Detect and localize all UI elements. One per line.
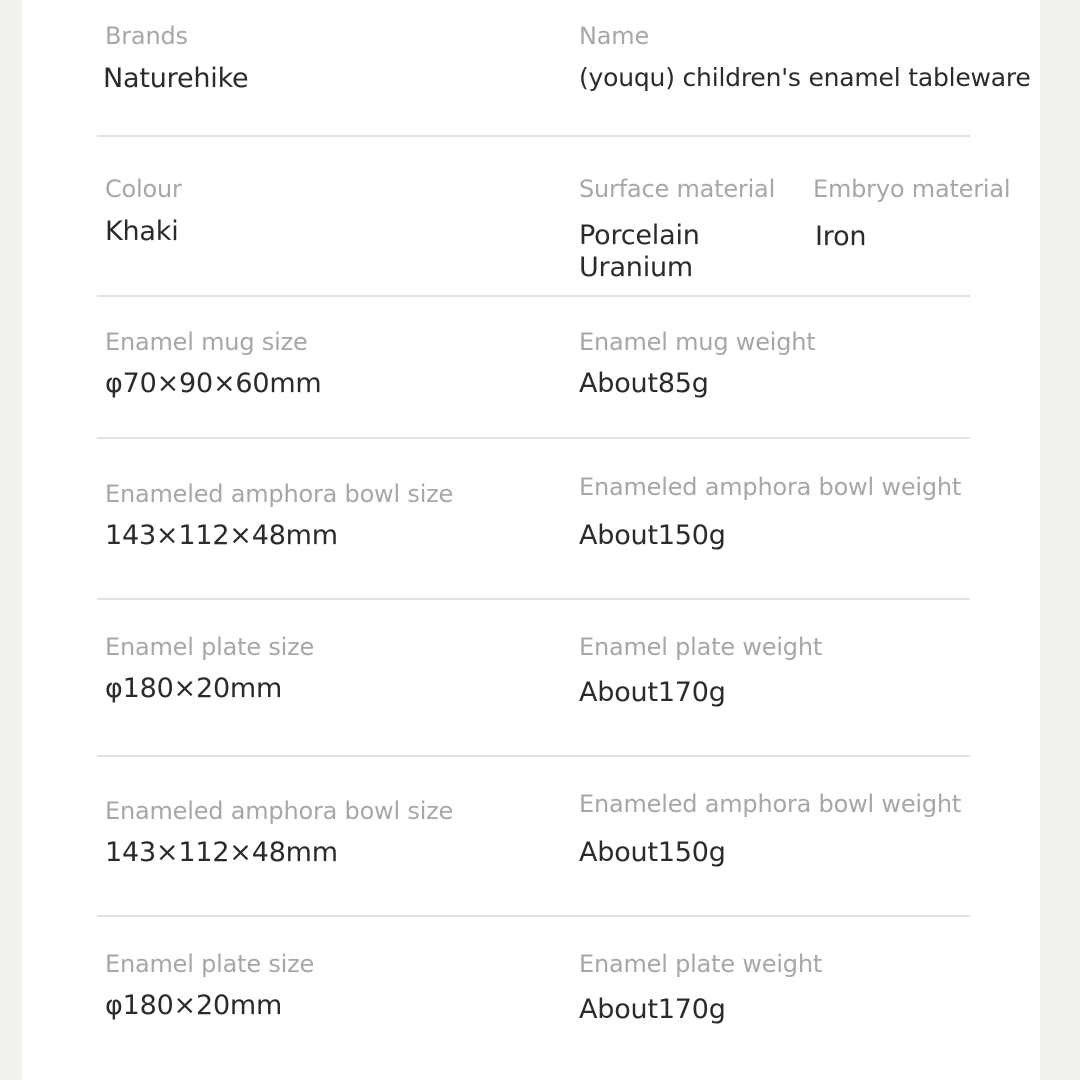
bowl-size-label: Enameled amphora bowl size bbox=[105, 797, 454, 825]
brand-value: Naturehike bbox=[103, 63, 249, 94]
surface-material-label: Surface material bbox=[579, 175, 776, 203]
row-divider bbox=[97, 135, 970, 137]
surface-material-line2: Uranium bbox=[579, 252, 694, 283]
row-divider bbox=[97, 437, 970, 439]
mug-size-value: φ70×90×60mm bbox=[105, 368, 322, 399]
colour-label: Colour bbox=[105, 175, 182, 203]
surface-material-line1: Porcelain bbox=[579, 220, 700, 251]
bowl-weight-value: About150g bbox=[579, 520, 726, 551]
spec-sheet bbox=[22, 0, 1040, 1080]
plate-size-value: φ180×20mm bbox=[105, 990, 283, 1021]
bowl-size-value: 143×112×48mm bbox=[105, 520, 338, 551]
plate-size-label: Enamel plate size bbox=[105, 950, 315, 978]
name-value: (youqu) children's enamel tableware bbox=[579, 63, 1031, 92]
plate-weight-label: Enamel plate weight bbox=[579, 633, 823, 661]
mug-size-label: Enamel mug size bbox=[105, 328, 308, 356]
plate-weight-value: About170g bbox=[579, 994, 726, 1025]
plate-size-value: φ180×20mm bbox=[105, 673, 283, 704]
bowl-size-label: Enameled amphora bowl size bbox=[105, 480, 454, 508]
surface-material-value bbox=[579, 220, 700, 284]
embryo-material-value: Iron bbox=[815, 221, 867, 252]
plate-size-label: Enamel plate size bbox=[105, 633, 315, 661]
bowl-weight-label: Enameled amphora bowl weight bbox=[579, 473, 962, 501]
bowl-weight-value: About150g bbox=[579, 837, 726, 868]
bowl-weight-label: Enameled amphora bowl weight bbox=[579, 790, 962, 818]
brand-label: Brands bbox=[105, 22, 188, 50]
plate-weight-value: About170g bbox=[579, 677, 726, 708]
mug-weight-label: Enamel mug weight bbox=[579, 328, 816, 356]
row-divider bbox=[97, 598, 970, 600]
embryo-material-label: Embryo material bbox=[813, 175, 1011, 203]
row-divider bbox=[97, 915, 970, 917]
mug-weight-value: About85g bbox=[579, 368, 709, 399]
plate-weight-label: Enamel plate weight bbox=[579, 950, 823, 978]
row-divider bbox=[97, 295, 970, 297]
name-label: Name bbox=[579, 22, 650, 50]
row-divider bbox=[97, 755, 970, 757]
colour-value: Khaki bbox=[105, 216, 179, 247]
bowl-size-value: 143×112×48mm bbox=[105, 837, 338, 868]
